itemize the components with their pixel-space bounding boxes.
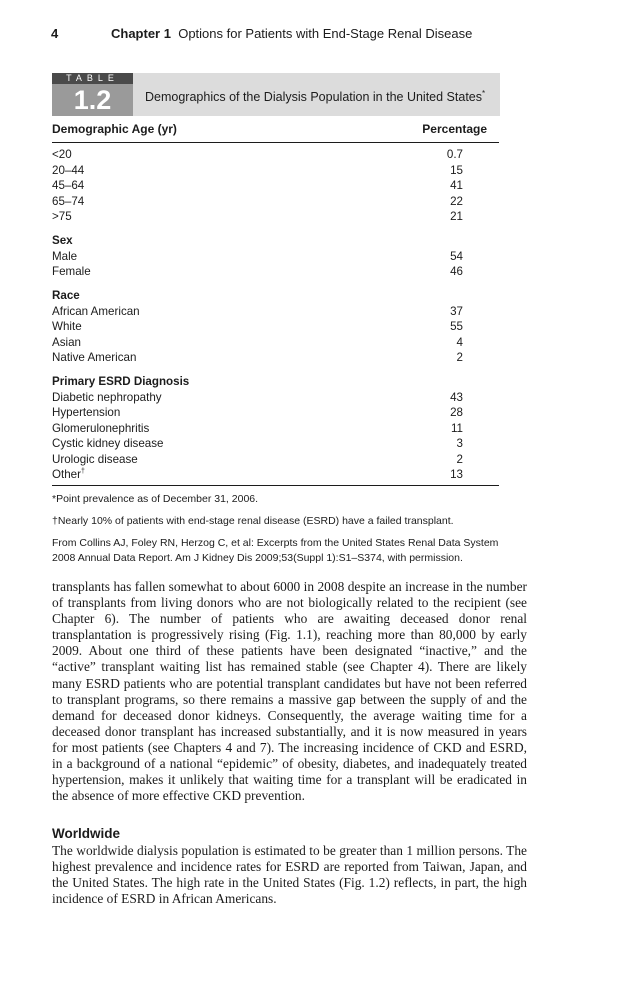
table-row — [52, 452, 499, 468]
row-value: 11 — [450, 421, 463, 435]
row-value: 55 — [450, 320, 463, 333]
row-label: African American — [52, 304, 140, 318]
table-row — [52, 194, 499, 210]
chapter-number: Chapter 1 — [111, 26, 171, 41]
row-label: White — [52, 320, 82, 333]
table-row — [52, 249, 499, 265]
row-label: Hypertension — [52, 406, 121, 419]
row-label: Glomerulonephritis — [52, 421, 150, 435]
section-heading-label: Sex — [52, 234, 73, 247]
row-value: 43 — [450, 390, 463, 404]
table-row — [52, 421, 499, 437]
row-label: Urologic disease — [52, 452, 138, 466]
body-paragraph: The worldwide dialysis population is estimated to be greater than 1 million persons. The highest prevalence and incidence rates for ESRD are reported from Taiwan, Japan, and the United States. The high rate in the United States (Fig. 1.2) reflects, in part, the high incidence of ESRD in African Americans. — [52, 843, 527, 907]
row-value: 46 — [450, 265, 463, 278]
column-header-percentage: Percentage — [422, 122, 487, 136]
row-label: Other — [52, 468, 81, 481]
row-label: >75 — [52, 210, 72, 223]
row-value: 54 — [450, 249, 463, 263]
section-heading-label: Race — [52, 289, 80, 302]
column-header-demographic: Demographic Age (yr) — [52, 122, 177, 136]
row-value: 4 — [456, 335, 463, 349]
table-source-note: 2008 Annual Data Report. Am J Kidney Dis 2009;53(Suppl 1):S1–S374, with permission. — [52, 552, 463, 564]
table-row — [52, 390, 499, 406]
section-heading-label: Primary ESRD Diagnosis — [52, 375, 190, 388]
row-label: Male — [52, 249, 78, 263]
row-value: 3 — [456, 437, 463, 450]
table-row — [52, 304, 499, 320]
row-label: Cystic kidney disease — [52, 437, 164, 450]
table-row — [52, 436, 499, 452]
table-row — [52, 209, 499, 225]
table-badge — [52, 73, 133, 116]
row-label: 20–44 — [52, 163, 85, 177]
row-label: Female — [52, 265, 91, 278]
row-footnote-mark: † — [81, 468, 85, 476]
table-row — [52, 319, 499, 335]
section-heading-worldwide: Worldwide — [52, 826, 121, 841]
table-footnote: *Point prevalence as of December 31, 2006. — [52, 493, 259, 505]
table-section-heading — [52, 374, 499, 390]
table-row — [52, 335, 499, 351]
row-value: 41 — [450, 179, 463, 192]
header-rule — [52, 142, 499, 143]
table-row — [52, 405, 499, 421]
table-title — [145, 89, 485, 104]
body-paragraph: transplants has fallen somewhat to about 6000 in 2008 despite an increase in the number of transplants from living donors who are not biologically related to the recipient (see Chapter 6). The number of patients who are awaiting deceased donor renal transplantation is progressively rising (Fig. 1.1), reaching more than 80,000 by early 2009. About one third of these patients have been designated “inactive,” and the “active” transplant waiting list has remained stable (see Chapter 4). There are likely many ESRD patients who are potential transplant candidates but have not been referred to transplant programs, so there remains a massive gap between the supply of and the demand for deceased donor kidneys. Consequently, the average waiting time for a deceased donor transplant has increased substantially, and it is now measured in years for most patients (see Chapters 4 and 7). The increasing incidence of CKD and ESRD, in a background of a national “epidemic” of obesity, diabetes, and inadequately treated hypertension, makes it unlikely that waiting time for a transplant will be eradicated in the absence of more effective CKD prevention. — [52, 579, 527, 804]
page-number: 4 — [51, 26, 59, 41]
row-value: 13 — [450, 468, 463, 481]
chapter-heading — [111, 26, 472, 41]
table-section-heading — [52, 288, 499, 304]
table-row — [52, 467, 499, 483]
table-section-heading — [52, 233, 499, 249]
chapter-title: Options for Patients with End-Stage Renal Disease — [178, 26, 473, 41]
table-title-footnote-mark: * — [482, 89, 486, 98]
row-value: 15 — [450, 163, 463, 177]
table-badge-label: TABLE — [52, 73, 133, 84]
table-number: 1.2 — [52, 84, 133, 116]
row-label: Asian — [52, 335, 82, 349]
row-value: 2 — [456, 452, 463, 466]
row-value: 0.7 — [446, 148, 463, 161]
table-bottom-rule — [52, 485, 499, 486]
running-head — [51, 26, 579, 46]
row-value: 2 — [456, 351, 463, 364]
table-row — [52, 147, 499, 163]
table-title-text: Demographics of the Dialysis Population in the United States — [145, 90, 482, 105]
row-label: <20 — [52, 148, 72, 161]
row-label-group — [52, 467, 85, 483]
table-row — [52, 178, 499, 194]
row-value: 37 — [450, 304, 463, 318]
table-row — [52, 350, 499, 366]
table-row — [52, 264, 499, 280]
row-value: 28 — [450, 406, 463, 419]
row-label: 45–64 — [52, 179, 85, 192]
row-label: 65–74 — [52, 194, 85, 208]
row-value: 21 — [450, 210, 463, 223]
table-source-note: From Collins AJ, Foley RN, Herzog C, et al: Excerpts from the United States Renal Data System — [52, 537, 499, 549]
row-label: Native American — [52, 351, 137, 364]
table-row — [52, 163, 499, 179]
row-value: 22 — [450, 194, 463, 208]
row-label: Diabetic nephropathy — [52, 390, 162, 404]
table-footnote: †Nearly 10% of patients with end-stage renal disease (ESRD) have a failed transplant. — [52, 515, 454, 527]
